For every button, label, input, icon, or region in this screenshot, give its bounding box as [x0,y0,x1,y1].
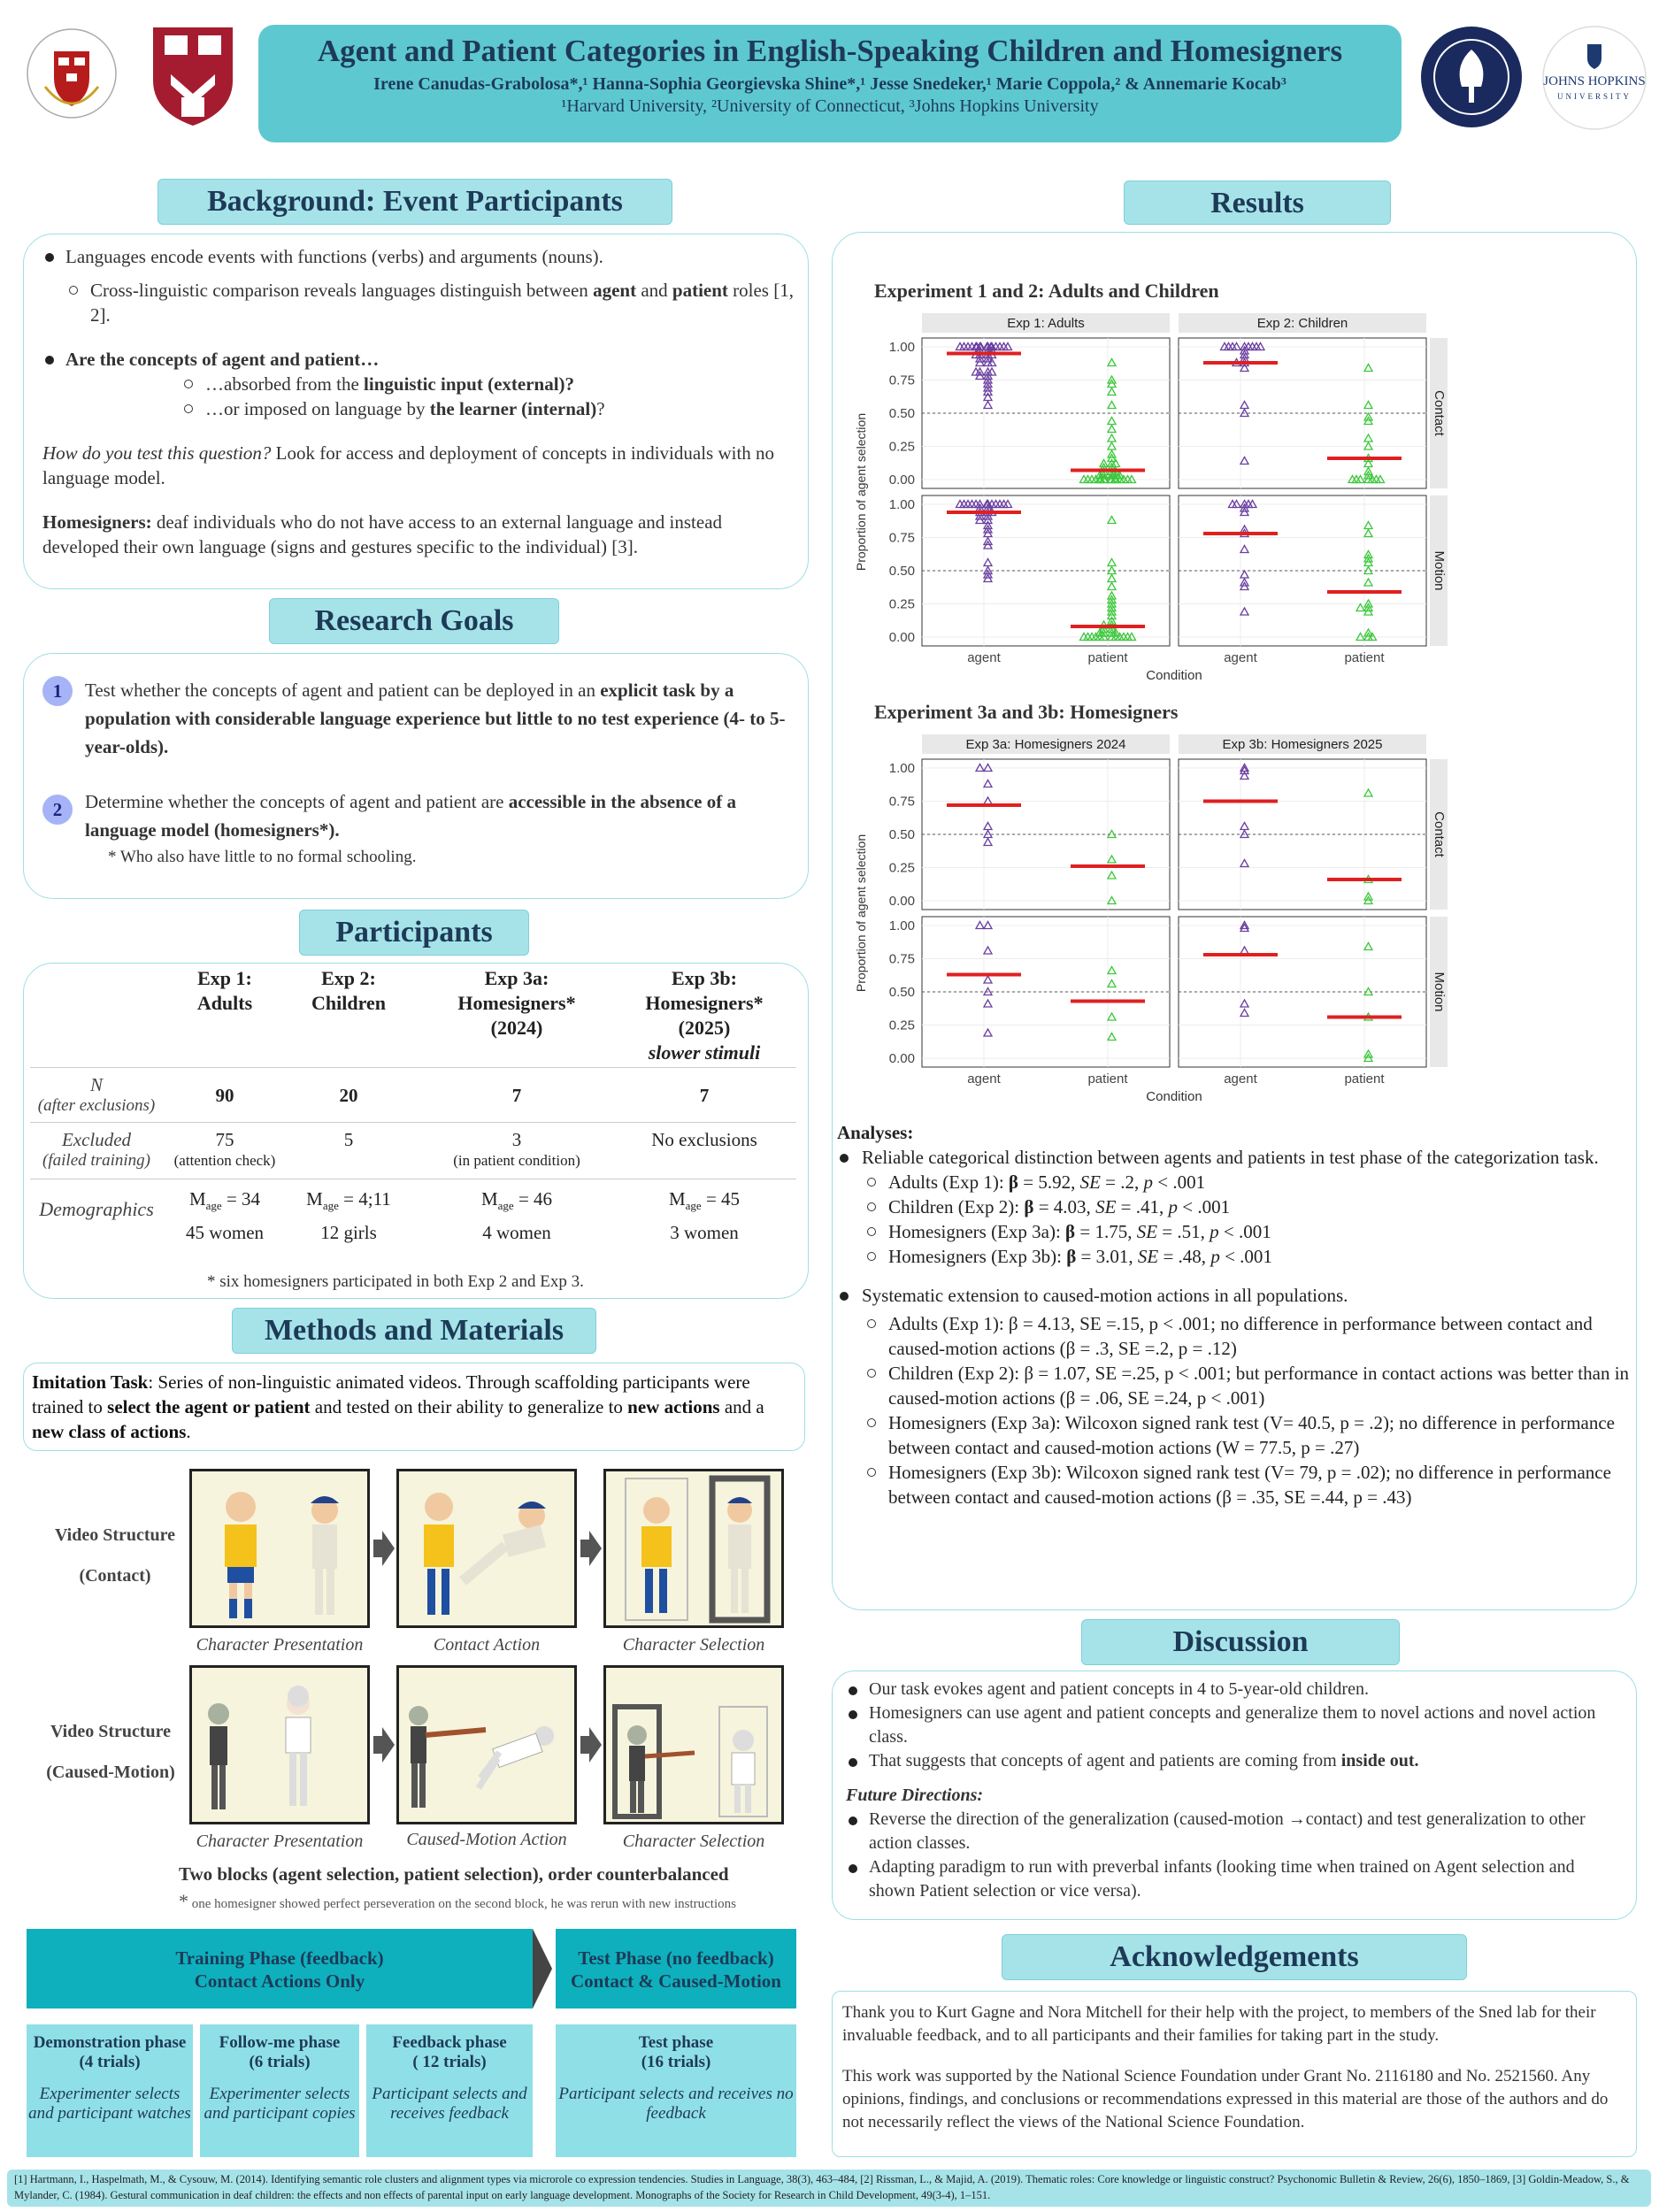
uconn-seal [1419,25,1524,129]
col4-note: slower stimuli [648,1041,761,1064]
phase-title: Demonstration phase [33,2033,187,2052]
table-divider [30,1067,796,1068]
table-col-header-4 [625,966,784,1065]
analysis-stat-part: = 1.75, [1075,1221,1137,1242]
row1-label-b: (Contact) [79,1566,151,1586]
row2-label-a: Video Structure [50,1722,172,1741]
goals-heading: Research Goals [269,598,559,644]
follow-me-phase-box [200,2024,359,2157]
facet-col-label: Exp 1: Adults [1007,316,1085,331]
test-sublabel: Contact & Caused-Motion [571,1970,781,1992]
m-sub: age [685,1199,702,1213]
goal-1 [85,676,793,761]
col4-line2: Homesigners* [645,992,764,1014]
goal-2 [85,787,793,844]
analysis-2-children: Children (Exp 2): β = 1.07, SE =.25, p < .001; but performance in contact actions was better than in caused-motion actions (β = .06, SE =.24, p < .001) [864,1361,1633,1410]
y-tick-label: 0.00 [888,630,915,645]
analysis-1-list [864,1170,1633,1269]
participants-table [30,966,800,1294]
facet-col-label: Exp 3a: Homesigners 2024 [965,737,1126,752]
d3-text: That suggests that concepts of agent and patients are coming from [869,1751,1341,1770]
imit-5: and a [719,1396,764,1417]
analysis-2-adults: Adults (Exp 1): β = 4.13, SE =.15, p < .001; no difference in performance between contact and caused-motion actions (β = .3, SE =.2, p = .12) [864,1311,1633,1361]
y-tick-label: 0.00 [888,1051,915,1066]
y-tick-label: 1.00 [888,497,915,512]
references-text: [1] Hartmann, I., Haspelmath, M., & Cysouw, M. (2014). Identifying semantic role clusters and alignment types via microrole co expression tendencies. Studies in Language, 38(3), 463–484, [2] Rissman, L., & Majid, A. (2019). Thematic roles: Core knowledge or linguistic construct? Psychonomic Bulletin & Review, 26(6), 1850–1869, [3] Goldin-Meadow, S., & Mylander, C. (1984). Gestural communication in deaf children: the effects and non effects of parental input on early language development. Monographs of the Society for Research in Child Development, 49(3-4), 1–151. [14,2173,1630,2201]
analysis-stat-part: SE [1095,1196,1117,1217]
blocks-note [179,1890,736,1913]
affiliations: ¹Harvard University, ²University of Connecticut, ³Johns Hopkins University [561,96,1099,116]
training-label: Training Phase (feedback) [175,1947,384,1969]
internal-text: …or imposed on language by [205,398,430,419]
blocks-text: Two blocks (agent selection, patient selection), order counterbalanced [179,1863,729,1885]
imit-1: : Series of non-linguistic animated videos. Through scaffolding participants were trained to [32,1371,750,1417]
author-list: Irene Canudas-Grabolosa*,¹ Hanna-Sophia Georgievska Shine*,¹ Jesse Snedeker,¹ Marie Coppola,² & Annemarie Kocab³ [373,74,1286,94]
discussion-point-3 [846,1749,1624,1773]
blocks-note-star: * [179,1890,188,1912]
excluded-exp3a [419,1129,614,1171]
internal-bold: the learner (internal) [429,398,597,419]
y-tick-label: 0.00 [888,894,915,909]
analysis-stat-part: SE [1079,1171,1101,1193]
external-text: …absorbed from the [205,373,365,395]
m-letter: M [188,1188,206,1210]
johns-hopkins-logo [1541,25,1647,131]
caption-caused-motion-action: Caused-Motion Action [406,1830,567,1849]
row1-label-a: Video Structure [54,1525,176,1545]
x-axis-label: Condition [1146,668,1202,683]
analysis-2-exp3a: Homesigners (Exp 3a): Wilcoxon signed rank test (V= 40.5, p = .2); no difference in performance between contact and caused-motion actions (W = 77.5, p = .27) [864,1410,1633,1460]
analysis-stat-part: Homesigners (Exp 3b): [888,1246,1067,1267]
goal-2-text: Determine whether the concepts of agent and patient are [85,791,509,812]
y-tick-label: 0.25 [888,596,915,612]
phase-desc: Participant selects and receives no feedback [558,2085,794,2123]
caption-contact-action: Contact Action [433,1635,541,1655]
age-value: = 4;11 [338,1188,391,1210]
phase-desc: Experimenter selects and participant copies [204,2085,356,2123]
training-sublabel: Contact Actions Only [194,1970,365,1992]
analyses-label: Analyses: [837,1122,914,1143]
x-tick-label: agent [1224,650,1257,665]
imitation-task-text [32,1370,798,1444]
row-excluded-label-sub: (failed training) [42,1151,150,1170]
demo-exp1 [163,1186,287,1246]
homesigners-text: deaf individuals who do not have access to an external language and instead developed their own language (signs and gestures specific to the individual) [3]. [42,511,723,557]
facet-col-label: Exp 3b: Homesigners 2025 [1222,737,1383,752]
participants-footnote: * six homesigners participated in both Exp 2 and Exp 3. [207,1272,584,1291]
exp3-scatter-chart [849,731,1628,1120]
analysis-stat-part: β [1008,1171,1018,1193]
table-col-header-1 [172,966,278,1016]
excluded-exp3a-value: 3 [511,1129,522,1150]
x-tick-label: agent [967,650,1001,665]
crossling-and: and [636,280,672,301]
x-tick-label: patient [1344,1071,1385,1087]
x-tick-label: agent [1224,1071,1257,1087]
question-text: Are the concepts of agent and patient… [65,349,380,370]
caption-character-selection: Character Selection [622,1832,765,1851]
goal-1-text: Test whether the concepts of agent and patient can be deployed in an [85,680,601,701]
ack-funding: This work was supported by the National Science Foundation under Grant No. 2116180 and No. 2521560. Any opinions, findings, and conclusions or recommendations expressed in this material are those of the authors and do not necessarily reflect the views of the National Science Foundation. [842,2067,1609,2131]
col3-line3: (2024) [490,1017,543,1039]
external-bold: linguistic input (external)? [364,373,575,395]
arrow-icon [373,1727,395,1763]
demo-exp3b [625,1186,784,1246]
results-heading: Results [1124,180,1391,225]
facet-col-label: Exp 2: Children [1256,316,1348,331]
y-tick-label: 0.75 [888,530,915,546]
y-tick-label: 0.25 [888,1018,915,1033]
analysis-stat-part: < .001 [1177,1196,1231,1217]
analysis-stat-part: β [1065,1221,1076,1242]
analysis-bullet-2: Systematic extension to caused-motion actions in all populations. [837,1283,1633,1308]
video-frame-caused-motion-action [396,1665,577,1824]
phase-desc: Participant selects and receives feedback [372,2085,527,2123]
excluded-exp3a-note: (in patient condition) [453,1152,580,1169]
analyses-text [837,1120,1633,1509]
y-tick-label: 0.50 [888,985,915,1000]
blocks-note-text: one homesigner showed perfect perseveration on the second block, he was rerun with new instructions [188,1897,736,1911]
y-tick-label: 0.75 [888,951,915,967]
analysis-stat-part: SE [1136,1221,1158,1242]
col3-line1: Exp 3a: [484,967,549,989]
test-label: Test Phase (no feedback) [578,1947,774,1969]
y-tick-label: 0.50 [888,406,915,421]
analysis-1-item [864,1170,1633,1194]
y-tick-label: 0.25 [888,439,915,455]
women-exp3a: 4 women [482,1222,551,1244]
goal-number-2: 2 [42,795,73,825]
ack-text [842,2001,1630,2134]
m-letter: M [306,1188,323,1210]
bullet-encode: Languages encode events with functions (verbs) and arguments (nouns). [42,244,795,269]
background-heading: Background: Event Participants [157,179,672,225]
analysis-stat-part: SE [1137,1246,1159,1267]
x-axis-label: Condition [1146,1089,1202,1104]
test-question-text: Look for access and deployment of concepts in individuals with no language model. [42,442,775,488]
methods-heading: Methods and Materials [232,1308,596,1354]
subbullet-crossling [65,278,795,327]
n-exp1: 90 [215,1085,234,1106]
arrow-icon [580,1531,602,1566]
analysis-stat-part: = 3.01, [1076,1246,1138,1267]
x-tick-label: patient [1087,650,1128,665]
training-phase-banner [27,1929,533,2008]
m-letter: M [480,1188,498,1210]
caption-character-presentation: Character Presentation [196,1635,364,1655]
feedback-phase-box [366,2024,533,2157]
video-frame-selection [603,1665,784,1824]
col1-line1: Exp 1: [197,967,252,989]
facet-row-label: Contact [1432,390,1448,436]
x-tick-label: patient [1344,650,1385,665]
analysis-1-item [864,1219,1633,1244]
analysis-stat-part: p [1168,1196,1178,1217]
n-exp2: 20 [339,1085,358,1106]
analysis-stat-part: < .001 [1219,1246,1272,1267]
arrow-icon [373,1531,395,1566]
jhu-wordmark: JOHNS HOPKINS [1543,74,1646,88]
future-directions-label: Future Directions: [846,1786,984,1805]
x-tick-label: agent [967,1071,1001,1087]
col4-line1: Exp 3b: [672,967,737,989]
row-n-label-sub: (after exclusions) [37,1096,156,1115]
crossling-text: Cross-linguistic comparison reveals languages distinguish between [90,280,594,301]
analysis-stat-part: Adults (Exp 1): [888,1171,1009,1193]
analysis-stat-part: p [1210,1246,1220,1267]
row-demographics-label: Demographics [39,1198,154,1220]
girls-exp2: 12 girls [320,1222,377,1244]
crossling-patient: patient [672,280,728,301]
analysis-stat-part: < .001 [1153,1171,1206,1193]
goal-2-bold: accessible in the absence of a language model (homesigners*). [85,791,736,841]
row-excluded-label-main: Excluded [61,1129,132,1150]
analysis-stat-part: Homesigners (Exp 3a): [888,1221,1066,1242]
y-tick-label: 1.00 [888,340,915,355]
excluded-exp2: 5 [343,1129,354,1150]
analysis-2-exp3b: Homesigners (Exp 3b): Wilcoxon signed rank test (V= 79, p = .02); no difference in performance between contact and caused-motion actions (β = .35, SE =.44, p = .43) [864,1460,1633,1509]
video-frame-selection [603,1469,784,1628]
analysis-stat-part: = .48, [1158,1246,1211,1267]
imitation-bold: Imitation Task [32,1371,149,1393]
row2-label-b: (Caused-Motion) [46,1763,175,1782]
imit-6: new class of actions [32,1421,187,1442]
row-n-label-main: N [89,1074,103,1095]
table-divider [30,1122,796,1123]
test-phase-banner [556,1929,796,2008]
phase-title: Follow-me phase [219,2033,341,2052]
age-exp2 [287,1186,411,1219]
goal-number-1: 1 [42,676,73,706]
imit-4: new actions [627,1396,720,1417]
discussion-point-1: Our task evokes agent and patient concepts in 4 to 5-year-old children. [846,1678,1624,1701]
title-banner [258,25,1402,142]
analysis-stat-part: p [1210,1221,1219,1242]
y-tick-label: 0.75 [888,373,915,388]
video-frame-contact-action [396,1469,577,1628]
goal-1-bold: explicit task by a population with considerable language experience but little to no test experience (4- to 5-year-olds). [85,680,786,757]
age-value: = 46 [513,1188,553,1210]
phase-trials: ( 12 trials) [412,2053,487,2071]
facet-row-label: Motion [1432,550,1448,591]
subbullet-internal [180,396,795,421]
row-excluded-label [30,1129,163,1171]
analysis-stat-part: p [1143,1171,1153,1193]
analysis-1-item [864,1194,1633,1219]
analysis-bullet-1: Reliable categorical distinction between agents and patients in test phase of the categorization task. [837,1145,1633,1170]
y-tick-label: 0.50 [888,564,915,579]
demonstration-phase-box [27,2024,193,2157]
imit-7: . [186,1421,191,1442]
analysis-stat-part: β [1066,1246,1077,1267]
phase-desc: Experimenter selects and participant watches [28,2085,191,2123]
analysis-stat-part: = 5.92, [1018,1171,1080,1193]
analysis-1-item [864,1244,1633,1269]
ack-heading: Acknowledgements [1002,1934,1467,1980]
test-question-italic: How do you test this question? [42,442,272,464]
discussion-point-2: Homesigners can use agent and patient concepts and generalize them to novel actions and novel action class. [846,1701,1624,1749]
discussion-text [846,1678,1624,1903]
test-phase-box [556,2024,796,2157]
future-point-1: Reverse the direction of the generalization (caused-motion →contact) and test generalization to other action classes. [846,1808,1624,1855]
y-tick-label: 1.00 [888,918,915,933]
phase-trials: (16 trials) [641,2053,711,2071]
m-sub: age [497,1199,514,1213]
n-exp3a: 7 [511,1085,522,1106]
y-tick-label: 0.25 [888,860,915,876]
video-frame-presentation [189,1665,370,1824]
harvard-lab-seal [23,25,120,122]
demo-exp3a [437,1186,596,1246]
col1-line2: Adults [196,992,253,1014]
homesigners-paragraph [42,510,795,559]
excluded-exp1-value: 75 [215,1129,234,1150]
table-col-header-2 [296,966,402,1016]
future-point-2: Adapting paradigm to run with preverbal infants (looking time when trained on Agent selection and shown Patient selection or vice versa). [846,1855,1624,1903]
facet-row-label: Contact [1432,811,1448,857]
exp12-chart-title: Experiment 1 and 2: Adults and Children [874,280,1219,302]
background-text [42,244,795,559]
age-exp3a [437,1186,596,1219]
y-tick-label: 0.75 [888,794,915,810]
analysis-stat-part: = .51, [1157,1221,1210,1242]
col4-line3: (2025) [678,1017,731,1039]
phase-title: Test phase [638,2033,714,2052]
jhu-wordmark-sub: UNIVERSITY [1557,92,1632,101]
discussion-heading: Discussion [1081,1619,1400,1665]
video-frame-presentation [189,1469,370,1628]
analysis-stat-part: β [1024,1196,1034,1217]
facet-row-label: Motion [1432,972,1448,1012]
imit-3: and tested on their ability to generalize to [310,1396,628,1417]
internal-end: ? [596,398,605,419]
test-question-paragraph [42,441,795,490]
women-exp1: 45 women [185,1222,265,1244]
crossling-end: roles [1, 2]. [90,280,794,326]
age-value: = 34 [221,1188,261,1210]
crossling-agent: agent [593,280,637,301]
phase-arrow-icon [533,1929,552,2008]
m-sub: age [322,1199,339,1213]
phase-title: Feedback phase [392,2033,507,2052]
excluded-exp3b: No exclusions [651,1129,757,1150]
caption-character-presentation: Character Presentation [196,1832,364,1851]
y-axis-label: Proportion of agent selection [854,833,868,993]
excluded-exp1-note: (attention check) [173,1152,276,1169]
bullet-question [42,347,795,372]
col2-line2: Children [311,992,386,1014]
m-sub: age [205,1199,222,1213]
poster-title: Agent and Patient Categories in English-Speaking Children and Homesigners [317,34,1343,68]
women-exp3b: 3 women [670,1222,739,1244]
homesigners-bold: Homesigners: [42,511,152,533]
col3-line2: Homesigners* [457,992,576,1014]
x-tick-label: patient [1087,1071,1128,1087]
age-exp3b [625,1186,784,1219]
age-value: = 45 [701,1188,741,1210]
col2-line1: Exp 2: [321,967,376,989]
caption-character-selection: Character Selection [622,1635,765,1655]
row-n-label [30,1074,163,1117]
analysis-stat-part: Children (Exp 2): [888,1196,1025,1217]
analysis-stat-part: < .001 [1218,1221,1271,1242]
exp12-scatter-chart [849,310,1628,699]
exp3-chart-title: Experiment 3a and 3b: Homesigners [874,701,1179,723]
video-row-contact-label [35,1515,195,1596]
demo-exp2 [287,1186,411,1246]
table-col-header-3 [437,966,596,1041]
m-letter: M [668,1188,686,1210]
d3-bold: inside out. [1340,1751,1419,1770]
arrow-icon [580,1727,602,1763]
imit-2: select the agent or patient [107,1396,311,1417]
y-axis-label: Proportion of agent selection [854,412,868,572]
video-row-motion-label [27,1711,195,1793]
ack-thanks: Thank you to Kurt Gagne and Nora Mitchell for their help with the project, to members of the Sned lab for their invaluable feedback, and to all participants and their families for taking part in the study. [842,2003,1596,2045]
age-exp1 [163,1186,287,1219]
phase-trials: (4 trials) [79,2053,141,2071]
y-tick-label: 0.00 [888,472,915,488]
participants-heading: Participants [299,910,529,956]
y-tick-label: 0.50 [888,827,915,842]
harvard-shield [149,23,237,129]
analysis-stat-part: = .2, [1100,1171,1144,1193]
analysis-stat-part: = 4.03, [1033,1196,1096,1217]
analysis-stat-part: = .41, [1116,1196,1169,1217]
excluded-exp1 [154,1129,296,1171]
phase-trials: (6 trials) [249,2053,311,2071]
goal-2-note: * Who also have little to no formal schooling. [108,848,417,866]
n-exp3b: 7 [699,1085,710,1106]
subbullet-external [180,372,795,396]
y-tick-label: 1.00 [888,761,915,776]
